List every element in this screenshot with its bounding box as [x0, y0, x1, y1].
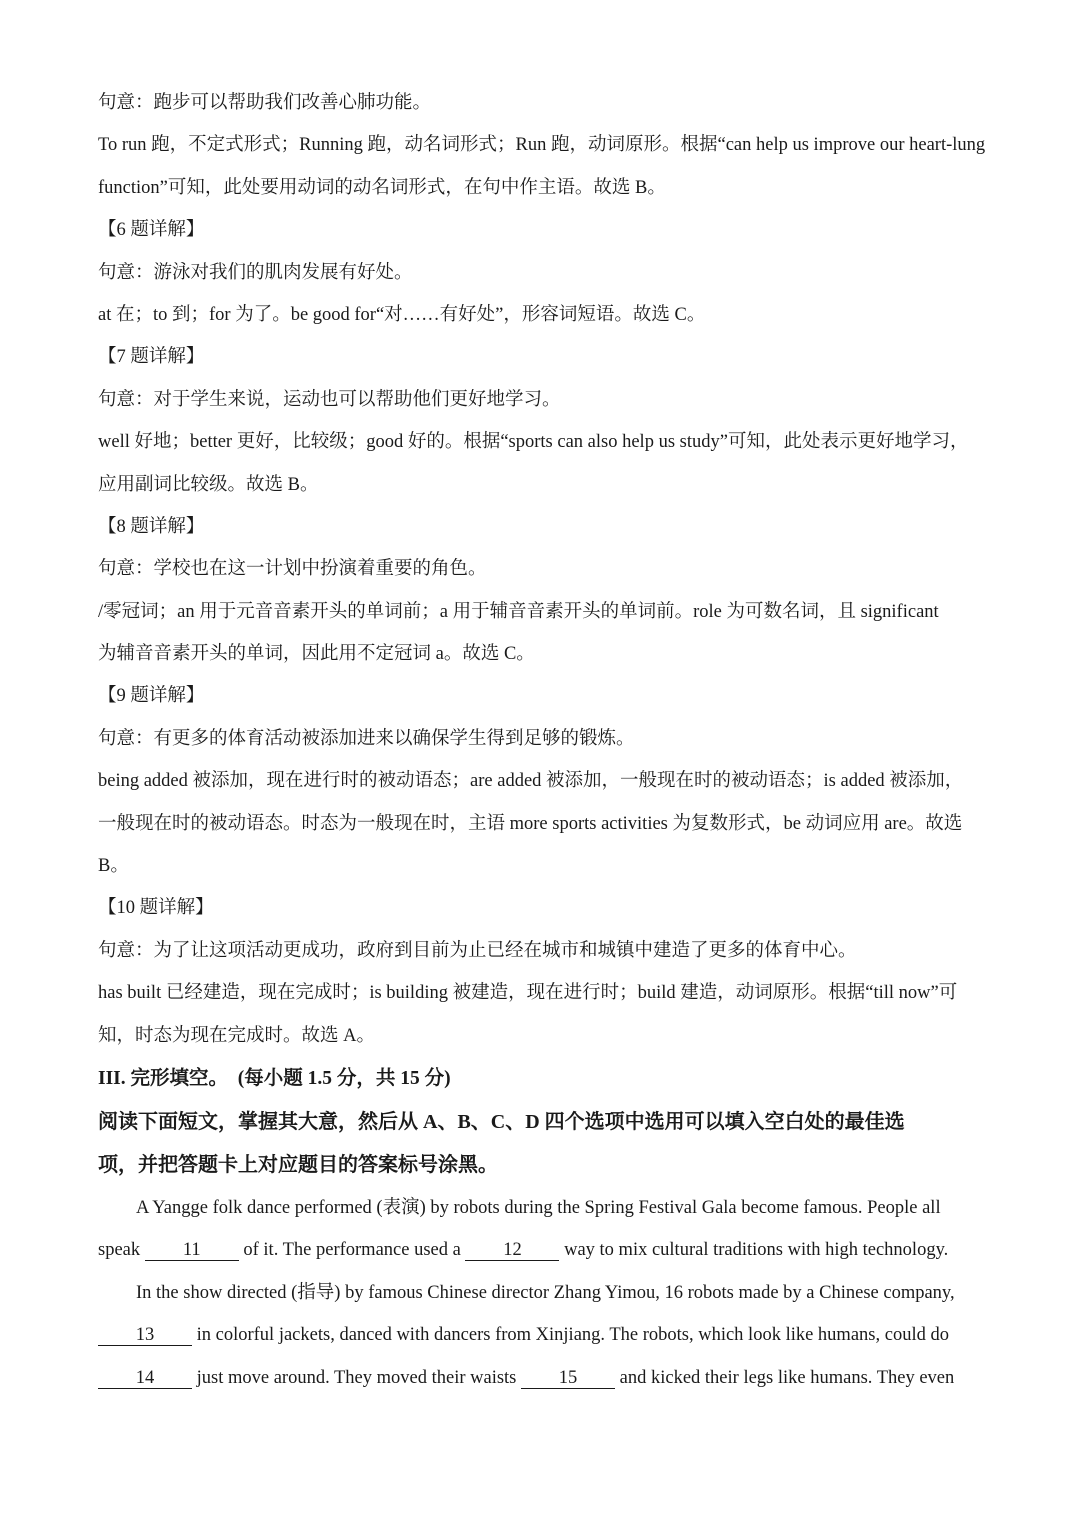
question-heading-6: 【6 题详解】	[98, 220, 205, 241]
text-line: 句意：学校也在这一计划中扮演着重要的角色。	[98, 559, 487, 580]
text-line: 一般现在时的被动语态。时态为一般现在时，主语 more sports activities 为复数形式，be 动词应用 are。故选	[98, 813, 963, 834]
passage-text: way to mix cultural traditions with high technology.	[564, 1240, 949, 1261]
text-line: being added 被添加，现在进行时的被动语态；are added 被添加，一般现在时的被动语态；is added 被添加，	[98, 771, 964, 792]
blank-14: 14	[98, 1368, 192, 1389]
text-line: /零冠词；an 用于元音音素开头的单词前；a 用于辅音音素开头的单词前。role 为可数名词，且 significant	[98, 601, 939, 622]
passage-line	[98, 1357, 984, 1399]
passage-text: speak	[98, 1240, 141, 1261]
blank-11: 11	[145, 1240, 239, 1261]
section-instruction: 项，并把答题卡上对应题目的答案标号涂黑。	[98, 1153, 498, 1176]
question-heading-7: 【7 题详解】	[98, 347, 205, 368]
text-line: 句意：有更多的体育活动被添加进来以确保学生得到足够的锻炼。	[98, 728, 635, 749]
text-line: 应用副词比较级。故选 B。	[98, 474, 319, 495]
blank-13: 13	[98, 1325, 192, 1346]
text-line: has built 已经建造，现在完成时；is building 被建造，现在进行时；build 建造，动词原形。根据“till now”可	[98, 983, 958, 1004]
text-line: at 在；to 到；for 为了。be good for“对……有好处”，形容词短语。故选 C。	[98, 304, 706, 325]
passage-line	[98, 1229, 984, 1271]
passage-line	[98, 1314, 984, 1356]
text-line: 为辅音音素开头的单词，因此用不定冠词 a。故选 C。	[98, 644, 535, 665]
text-line: 知，时态为现在完成时。故选 A。	[98, 1025, 375, 1046]
question-heading-8: 【8 题详解】	[98, 516, 205, 537]
text-line: 句意：跑步可以帮助我们改善心肺功能。	[98, 93, 432, 113]
blank-12: 12	[465, 1240, 559, 1261]
text-line: well 好地；better 更好，比较级；good 好的。根据“sports can also help us study”可知，此处表示更好地学习，	[98, 432, 969, 453]
text-line: 句意：为了让这项活动更成功，政府到目前为止已经在城市和城镇中建造了更多的体育中心。	[98, 940, 857, 961]
section-instruction: 阅读下面短文，掌握其大意，然后从 A、B、C、D 四个选项中选用可以填入空白处的最佳选	[98, 1110, 905, 1133]
passage-line: In the show directed (指导) by famous Chinese director Zhang Yimou, 16 robots made by a Chinese company,	[136, 1282, 955, 1303]
passage-text: of it. The performance used a	[243, 1240, 461, 1261]
blank-15: 15	[521, 1368, 615, 1389]
text-line: B。	[98, 856, 129, 877]
question-heading-10: 【10 题详解】	[98, 898, 214, 919]
passage-text: just move around. They moved their waists	[196, 1367, 517, 1388]
passage-text: in colorful jackets, danced with dancers from Xinjiang. The robots, which look like humans, could do	[196, 1325, 949, 1346]
passage-line: A Yangge folk dance performed (表演) by robots during the Spring Festival Gala become famous. People all	[136, 1197, 941, 1218]
passage-text: and kicked their legs like humans. They even	[619, 1367, 955, 1388]
text-line: 句意：对于学生来说，运动也可以帮助他们更好地学习。	[98, 389, 561, 410]
text-line: 句意：游泳对我们的肌肉发展有好处。	[98, 262, 413, 283]
document-page	[98, 82, 984, 1399]
text-line: To run 跑，不定式形式；Running 跑，动名词形式；Run 跑，动词原形。根据“can help us improve our heart-lung	[98, 135, 986, 156]
question-heading-9: 【9 题详解】	[98, 686, 205, 707]
section-title: III. 完形填空。 (每小题 1.5 分，共 15 分)	[98, 1067, 451, 1089]
text-line: function”可知，此处要用动词的动名词形式，在句中作主语。故选 B。	[98, 177, 666, 198]
